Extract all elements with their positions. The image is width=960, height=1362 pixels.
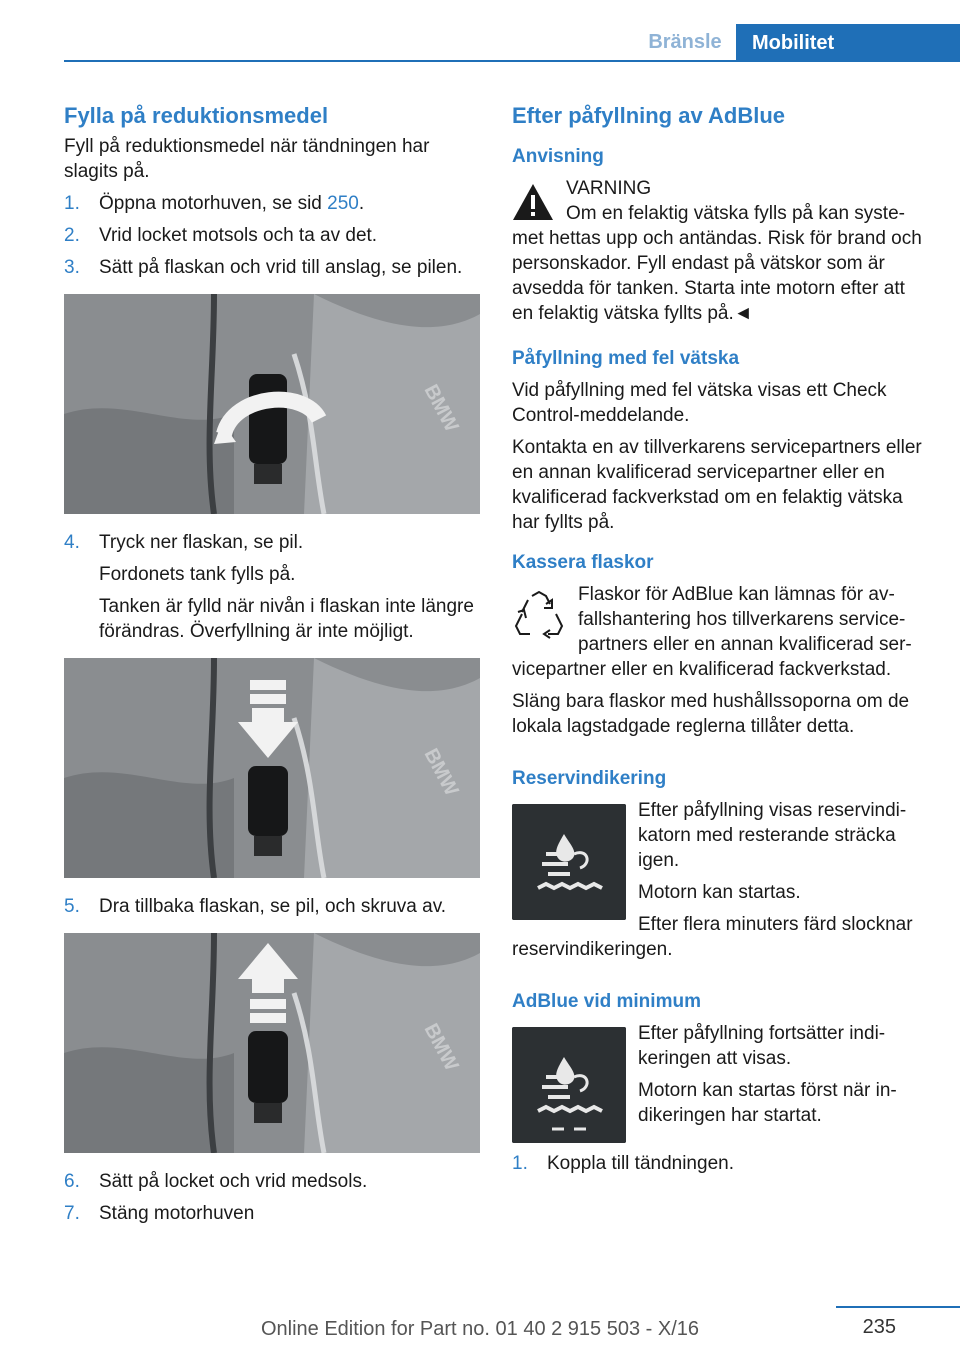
page-number: 235 bbox=[862, 1316, 896, 1338]
header-rule bbox=[64, 60, 960, 62]
step-text-end: . bbox=[358, 193, 365, 214]
heading-adblue-minimum: AdBlue vid minimum bbox=[512, 991, 701, 1012]
reserve-text-2: Motorn kan startas. bbox=[638, 882, 801, 903]
list-item bbox=[64, 191, 482, 216]
step-text: Dra tillbaka flaskan, se pil, och skruva av. bbox=[99, 896, 447, 917]
heading-anvisning: Anvisning bbox=[512, 146, 604, 167]
step-number: 2. bbox=[64, 225, 80, 246]
steps-list-1 bbox=[64, 191, 482, 280]
minimum-note bbox=[512, 1021, 930, 1147]
reserve-note bbox=[512, 798, 930, 969]
list-item bbox=[512, 1151, 930, 1176]
recycle-icon bbox=[512, 588, 566, 644]
footer-edition: Online Edition for Part no. 01 40 2 915 503 - X/16 bbox=[260, 1318, 700, 1340]
step-text: Sätt på flaskan och vrid till anslag, se pilen. bbox=[99, 257, 463, 278]
list-item bbox=[64, 530, 482, 644]
intro-text: Fyll på reduktionsmedel när tändningen har slagits på. bbox=[64, 136, 430, 182]
step-text: Öppna motorhuven, se sid bbox=[99, 193, 328, 214]
step-text: Koppla till tändningen. bbox=[547, 1153, 734, 1174]
list-item bbox=[64, 255, 482, 280]
fel-text-2: Kontakta en av tillverkarens servicepartners eller en annan kvalificerad servicepartner eller en kvalificerad fackverkstad om en felaktig vätska har fyllts på. bbox=[512, 437, 922, 533]
step-number: 3. bbox=[64, 257, 80, 278]
adblue-reserve-indicator-icon bbox=[512, 804, 626, 920]
kassera-text-2: Släng bara flaskor med hushållssoporna om de lokala lagstadgade reglerna tillåter detta. bbox=[512, 691, 910, 737]
section-title-fylla: Fylla på reduktionsmedel bbox=[64, 103, 329, 128]
list-item bbox=[64, 1201, 482, 1226]
left-column bbox=[64, 102, 482, 1233]
step-text: Vrid locket motsols och ta av det. bbox=[99, 225, 378, 246]
tab-mobilitet[interactable]: Mobilitet bbox=[736, 24, 960, 62]
list-item bbox=[64, 894, 482, 919]
heading-reservindikering: Reservindikering bbox=[512, 768, 667, 789]
warning-icon bbox=[512, 182, 554, 222]
warning-note bbox=[512, 176, 930, 326]
photo-brand: BMW bbox=[419, 381, 463, 436]
steps-list-4 bbox=[64, 1169, 482, 1226]
photo-brand: BMW bbox=[419, 745, 463, 800]
step-number: 5. bbox=[64, 896, 80, 917]
engine-photo-rotate bbox=[64, 294, 480, 514]
step-number: 4. bbox=[64, 532, 80, 553]
engine-photo-push bbox=[64, 658, 480, 878]
reserve-text-1: Efter påfyllning visas reservindikatorn med resterande sträcka igen. bbox=[638, 800, 907, 871]
list-item bbox=[64, 1169, 482, 1194]
steps-list-2 bbox=[64, 530, 482, 644]
heading-kassera: Kassera flaskor bbox=[512, 552, 654, 573]
right-column bbox=[512, 102, 930, 1183]
engine-photo-pull bbox=[64, 933, 480, 1153]
reserve-text-3: Efter flera minuters färd slocknar reservindikeringen. bbox=[512, 914, 913, 960]
kassera-text-1: Flaskor för AdBlue kan lämnas för avfallshantering hos tillverkarens servicepartners eller en annan kvalificerad servicepartner eller en kvalificerad fackverkstad. bbox=[512, 584, 912, 680]
recycle-note bbox=[512, 582, 930, 682]
step-number: 1. bbox=[64, 193, 80, 214]
steps-list-3 bbox=[64, 894, 482, 919]
tab-bransle[interactable]: Bränsle bbox=[648, 30, 722, 53]
warning-text: Om en felaktig vätska fylls på kan systemet hettas upp och antändas. Risk för brand och personskador. Fyll endast på vätskor som är avsedda för tanken. Starta inte motorn efter att en felaktig vätska fyllts på.◄ bbox=[512, 203, 922, 324]
adblue-minimum-indicator-icon bbox=[512, 1027, 626, 1143]
step-number: 6. bbox=[64, 1171, 80, 1192]
fel-text-1: Vid påfyllning med fel vätska visas ett Check Control-meddelande. bbox=[512, 380, 887, 426]
step-number: 1. bbox=[512, 1153, 528, 1174]
step-number: 7. bbox=[64, 1203, 80, 1224]
step-subtext: Fordonets tank fylls på. bbox=[99, 564, 296, 585]
page-link[interactable]: 250 bbox=[327, 193, 359, 214]
warning-label: VARNING bbox=[566, 178, 652, 199]
step-text: Sätt på locket och vrid medsols. bbox=[99, 1171, 368, 1192]
minimum-text-1: Efter påfyllning fortsätter indikeringen att visas. bbox=[638, 1023, 886, 1069]
photo-brand: BMW bbox=[419, 1020, 463, 1075]
minimum-text-2: Motorn kan startas först när indikeringen har startat. bbox=[638, 1080, 897, 1126]
step-text: Stäng motorhuven bbox=[99, 1203, 255, 1224]
section-title-efter: Efter påfyllning av AdBlue bbox=[512, 103, 786, 128]
heading-fel-vatska: Påfyllning med fel vätska bbox=[512, 348, 740, 369]
steps-list-right bbox=[512, 1151, 930, 1176]
step-text: Tryck ner flaskan, se pil. bbox=[99, 532, 304, 553]
footer-rule bbox=[836, 1306, 960, 1308]
step-subtext: Tanken är fylld när nivån i flaskan inte längre förändras. Överfyllning är inte möjligt. bbox=[99, 596, 474, 642]
list-item bbox=[64, 223, 482, 248]
